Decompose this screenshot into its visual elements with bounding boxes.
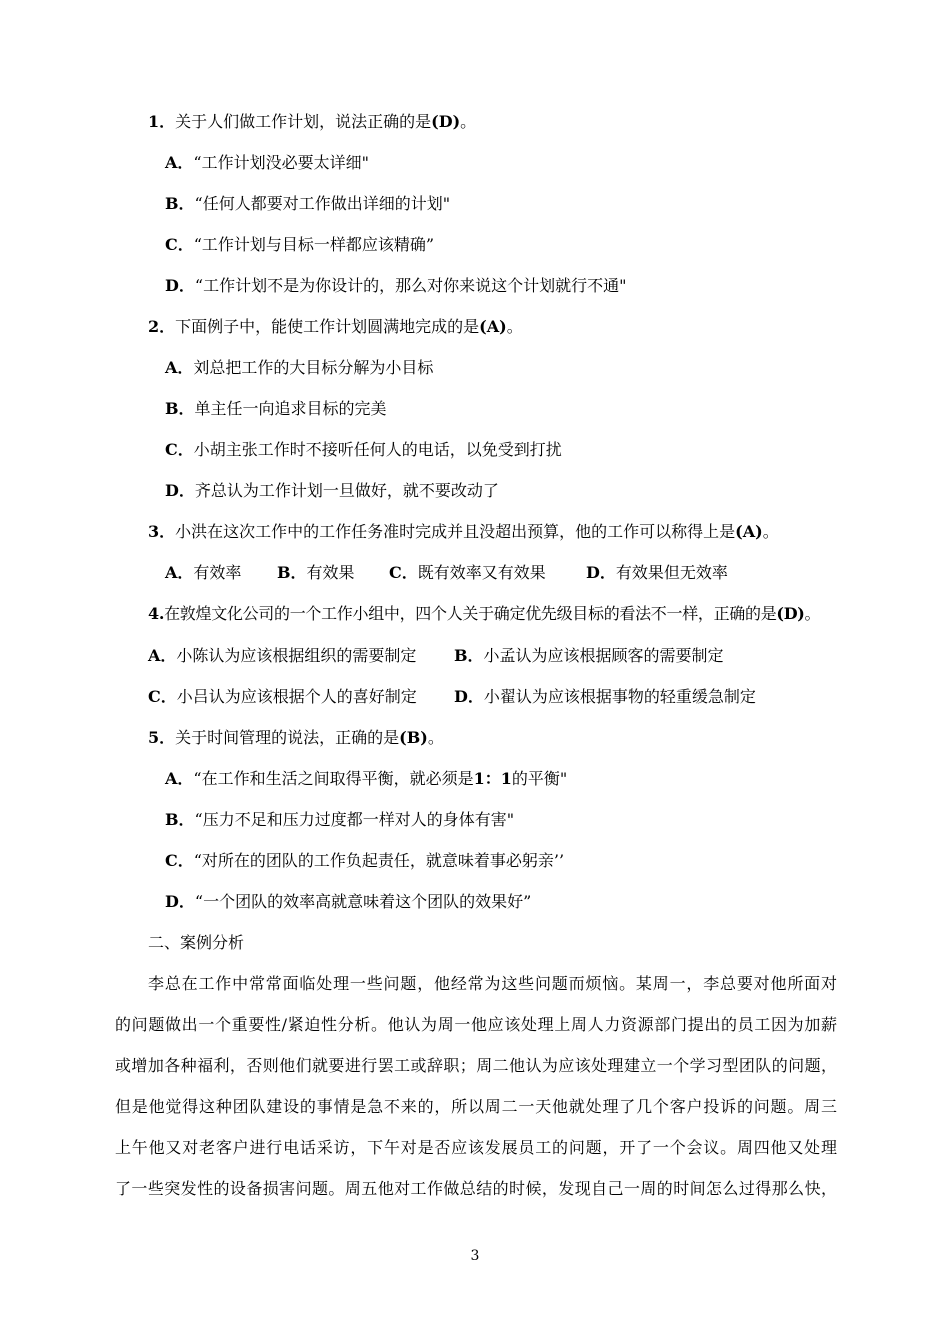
option-label: D．: [165, 892, 195, 911]
option-3b: [277, 562, 355, 584]
question-1: [148, 111, 476, 133]
option-4b: [454, 645, 724, 667]
option-1d: [165, 275, 626, 297]
option-text: “任何人都要对工作做出详细的计划": [194, 194, 451, 213]
option-text: 单主任一向追求目标的完美: [194, 399, 387, 418]
question-number: 5．: [148, 728, 176, 747]
option-5a: [165, 768, 567, 790]
option-label: A．: [148, 646, 177, 665]
option-text: 有效果但无效率: [615, 563, 728, 582]
punctuation: 。: [506, 317, 523, 336]
option-label: C．: [165, 235, 194, 254]
option-label: B．: [277, 563, 307, 582]
case-paragraph-line: 上午他又对老客户进行电话采访，下午对是否应该发展员工的问题，开了一个会议。周四他又处理: [115, 1138, 837, 1157]
option-text: “在工作和生活之间取得平衡，就必须是: [193, 769, 474, 788]
option-label: C．: [389, 563, 418, 582]
question-text: 关于时间管理的说法，正确的是: [175, 728, 400, 747]
option-label: B．: [165, 810, 195, 829]
question-5: [148, 727, 444, 749]
punctuation: 。: [427, 728, 444, 747]
question-3: [148, 521, 779, 543]
option-2a: [165, 357, 433, 379]
option-text: “一个团队的效率高就意味着这个团队的效果好”: [194, 892, 532, 911]
answer-key: (A): [479, 317, 507, 336]
answer-key: (D): [776, 604, 805, 623]
option-4a: [148, 645, 416, 667]
question-number: 1．: [148, 112, 176, 131]
punctuation: 。: [804, 604, 821, 623]
case-paragraph-line: 或增加各种福利，否则他们就要进行罢工或辞职；周二他认为应该处理建立一个学习型团队的问题，: [115, 1056, 837, 1075]
option-label: B．: [165, 399, 195, 418]
answer-key: (D): [431, 112, 461, 131]
option-text: “工作计划不是为你设计的，那么对你来说这个计划就行不通": [194, 276, 627, 295]
option-text-tail: 的平衡": [511, 769, 568, 788]
option-text: 小孟认为应该根据顾客的需要制定: [483, 646, 724, 665]
option-label: C．: [148, 687, 177, 706]
option-text: 刘总把工作的大目标分解为小目标: [193, 358, 434, 377]
option-text: 小翟认为应该根据事物的轻重缓急制定: [483, 687, 756, 706]
section-heading: 二、案例分析: [148, 933, 245, 952]
option-text: 有效率: [193, 563, 242, 582]
option-text: 小吕认为应该根据个人的喜好制定: [176, 687, 417, 706]
option-3d: [586, 562, 728, 584]
option-text: 既有效率又有效果: [417, 563, 546, 582]
question-4: [148, 603, 820, 625]
option-ratio: 1：1: [473, 769, 512, 788]
option-2d: [165, 480, 499, 502]
question-number: 3．: [148, 522, 176, 541]
option-label: B．: [454, 646, 484, 665]
option-text: 有效果: [306, 563, 355, 582]
option-text: 小胡主张工作时不接听任何人的电话，以免受到打扰: [193, 440, 562, 459]
option-text: 齐总认为工作计划一旦做好，就不要改动了: [194, 481, 499, 500]
punctuation: 。: [762, 522, 779, 541]
question-number: 4.: [148, 604, 165, 623]
option-text: “工作计划与目标一样都应该精确”: [193, 235, 435, 254]
option-5b: [165, 809, 514, 831]
option-text: “工作计划没必要太详细": [193, 153, 369, 172]
option-label: C．: [165, 851, 194, 870]
answer-key: (B): [399, 728, 428, 747]
option-1b: [165, 193, 450, 215]
case-paragraph-line: 的问题做出一个重要性/紧迫性分析。他认为周一他应该处理上周人力资源部门提出的员工因为加薪: [115, 1015, 837, 1034]
option-5c: [165, 850, 564, 872]
option-label: A．: [165, 153, 194, 172]
option-4d: [454, 686, 756, 708]
question-text: 关于人们做工作计划，说法正确的是: [175, 112, 432, 131]
option-2b: [165, 398, 387, 420]
option-3a: [165, 562, 241, 584]
question-text: 小洪在这次工作中的工作任务准时完成并且没超出预算，他的工作可以称得上是: [175, 522, 736, 541]
question-2: [148, 316, 523, 338]
question-text: 下面例子中，能使工作计划圆满地完成的是: [175, 317, 480, 336]
option-2c: [165, 439, 562, 461]
answer-key: (A): [735, 522, 763, 541]
option-1a: [165, 152, 369, 174]
option-text: “压力不足和压力过度都一样对人的身体有害": [194, 810, 515, 829]
option-5d: [165, 891, 531, 913]
option-label: A．: [165, 769, 194, 788]
option-text: “对所在的团队的工作负起责任，就意味着事必躬亲’’: [193, 851, 565, 870]
option-label: B．: [165, 194, 195, 213]
option-label: D．: [586, 563, 616, 582]
punctuation: 。: [460, 112, 477, 131]
case-paragraph-line: 李总在工作中常常面临处理一些问题，他经常为这些问题而烦恼。某周一，李总要对他所面对: [148, 974, 837, 993]
option-label: A．: [165, 358, 194, 377]
question-text: 在敦煌文化公司的一个工作小组中，四个人关于确定优先级目标的看法不一样，正确的是: [164, 604, 777, 623]
option-1c: [165, 234, 434, 256]
case-paragraph-line: 了一些突发性的设备损害问题。周五他对工作做总结的时候，发现自己一周的时间怎么过得那么快，: [115, 1179, 837, 1198]
option-label: D．: [165, 481, 195, 500]
option-text: 小陈认为应该根据组织的需要制定: [176, 646, 417, 665]
option-4c: [148, 686, 417, 708]
option-label: A．: [165, 563, 194, 582]
case-paragraph-line: 但是他觉得这种团队建设的事情是急不来的，所以周二一天他就处理了几个客户投诉的问题。周三: [115, 1097, 837, 1116]
option-label: D．: [454, 687, 484, 706]
option-3c: [389, 562, 546, 584]
page-number: 3: [470, 1248, 480, 1264]
option-label: D．: [165, 276, 195, 295]
option-label: C．: [165, 440, 194, 459]
question-number: 2．: [148, 317, 176, 336]
